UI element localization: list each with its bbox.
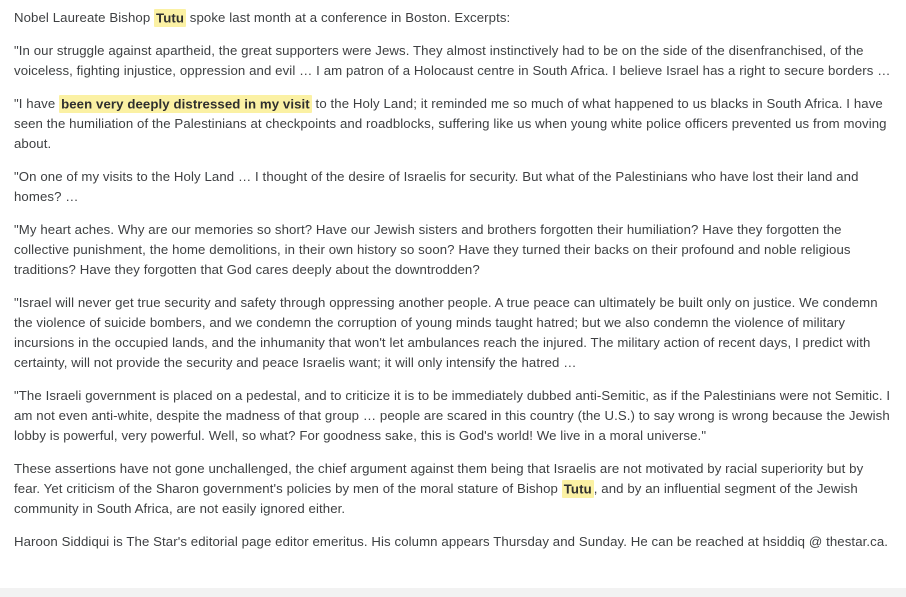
article-paragraph: "My heart aches. Why are our memories so short? Have our Jewish sisters and brothers forgotten their humiliation? Have they forgotten the collective punishment, the home demolitions, in their own history so soon? Have they turned their backs on their profound and noble religious traditions? Have they forgotten that God cares deeply about the downtrodden? xyxy=(14,222,851,277)
article-paragraph: Nobel Laureate Bishop Tutu spoke last month at a conference in Boston. Excerpts: xyxy=(14,10,511,25)
highlighted-term: Tutu xyxy=(156,10,185,25)
footer-strip xyxy=(0,588,906,597)
highlighted-term: been very deeply distressed in my visit xyxy=(61,96,310,111)
article-paragraph: "In our struggle against apartheid, the great supporters were Jews. They almost instinctively had to be on the side of the disenfranchised, of the voiceless, fighting injustice, oppression and evil … I am patron of a Holocaust centre in South Africa. I believe Israel has a right to secure borders … xyxy=(14,43,891,78)
article-paragraph: Haroon Siddiqui is The Star's editorial page editor emeritus. His column appears Thursday and Sunday. He can be reached at hsiddiq @ thestar.ca. xyxy=(14,534,889,549)
article-paragraph: These assertions have not gone unchallenged, the chief argument against them being that Israelis are not motivated by racial superiority but by fear. Yet criticism of the Sharon government's policies by men of the moral stature of Bishop Tutu , and by an influential segment of the Jewish community in South Africa, are not easily ignored either. xyxy=(14,461,864,516)
article-content xyxy=(14,8,892,552)
highlighted-term: Tutu xyxy=(563,481,592,496)
article-paragraph: "Israel will never get true security and safety through oppressing another people. A true peace can ultimately be built only on justice. We condemn the violence of suicide bombers, and we condemn the corruption of young minds taught hatred; but we also condemn the violence of military incursions in the occupied lands, and the inhumanity that won't let ambulances reach the injured. The military action of recent days, I predict with certainty, will not provide the security and peace Israelis want; it will only intensify the hatred … xyxy=(14,295,878,370)
article-paragraph: "I have been very deeply distressed in my visit to the Holy Land; it reminded me so much of what happened to us blacks in South Africa. I have seen the humiliation of the Palestinians at checkpoints and roadblocks, suffering like us when young white police officers prevented us from moving about. xyxy=(14,96,887,151)
article-paragraph: "On one of my visits to the Holy Land … I thought of the desire of Israelis for security. But what of the Palestinians who have lost their land and homes? … xyxy=(14,169,859,204)
article-paragraph: "The Israeli government is placed on a pedestal, and to criticize it is to be immediately dubbed anti-Semitic, as if the Palestinians were not Semitic. I am not even anti-white, despite the madness of that group … people are scared in this country (the U.S.) to say wrong is wrong because the Jewish lobby is powerful, very powerful. Well, so what? For goodness sake, this is God's world! We live in a moral universe." xyxy=(14,388,891,443)
